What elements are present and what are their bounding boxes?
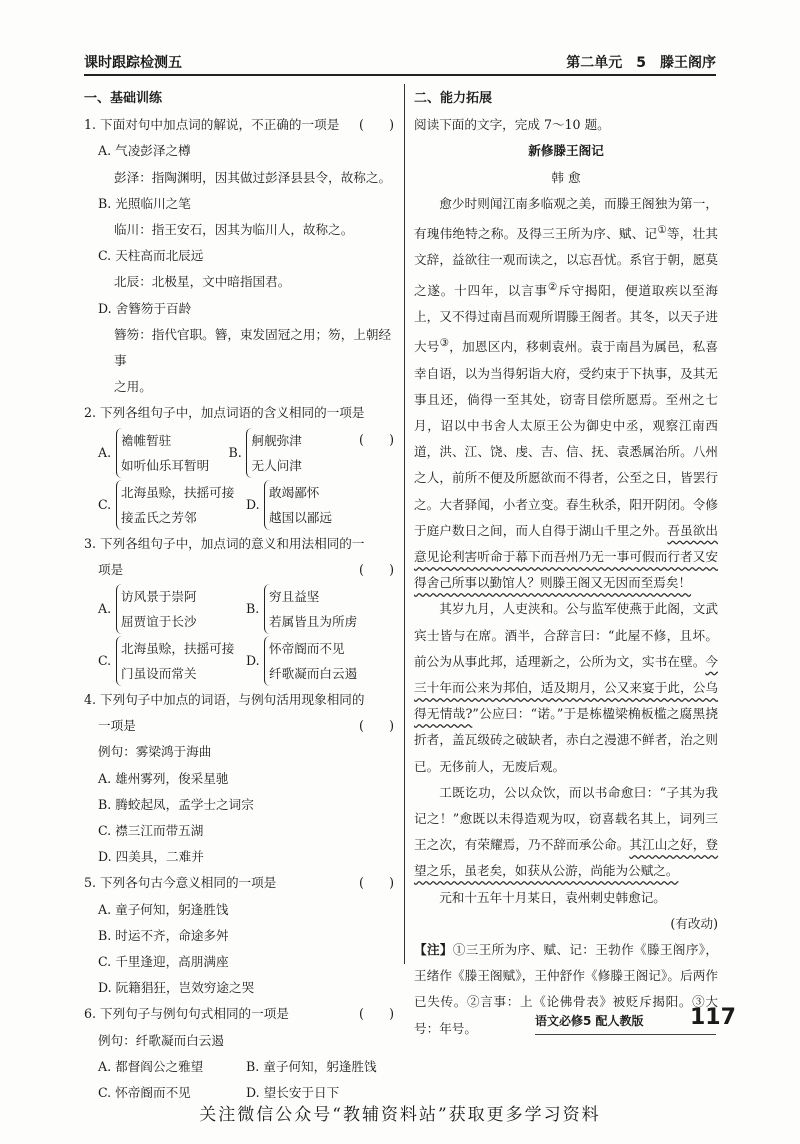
note-ref-3: ③	[439, 337, 450, 350]
passage-author: 韩 愈	[551, 169, 581, 185]
p3-text-a: 工既讫功，公以众饮，而以书命愈曰：“子其为我记之！”愈既以未得造观为叹，窃喜载名其上，词列三王之次，有荣耀焉，乃不辞而承公命。	[414, 784, 718, 853]
q1-answer-paren: ( )	[358, 117, 394, 133]
promo-text: 关注微信公众号“教辅资料站”获取更多学习资料	[199, 1105, 601, 1125]
q3-c-label: C.	[98, 652, 112, 668]
header-rule	[84, 74, 716, 76]
q1-option-d-exp2: 之用。	[114, 379, 152, 395]
question-3	[84, 531, 394, 687]
q2-answer-paren: ( )	[358, 431, 394, 447]
p1-text-b: 等，壮其文辞，益欲往一观而读之，以忘吾忧。系官于朝，愿莫之遂。十四年，以言事	[414, 226, 719, 298]
note-ref-2: ②	[547, 280, 559, 293]
q1-option-b-exp: 临川：指王安石，因其为临川人，故称之。	[114, 222, 354, 238]
q5-stem: 5. 下列各句古今意义相同的一项是	[84, 875, 277, 891]
section-basic-title: 一、基础训练	[84, 91, 163, 106]
q2-c-label: C.	[98, 496, 112, 512]
q4-option-c: C. 襟三江而带五湖	[98, 823, 204, 839]
q4-stem-line1: 4. 下列句子中加点的词语，与例句活用现象相同的	[84, 692, 365, 708]
q6-answer-paren: ( )	[358, 1006, 394, 1022]
q3-answer-paren: ( )	[358, 561, 394, 577]
column-divider	[404, 84, 405, 964]
q6-example: 例句：纤歌凝而白云遏	[98, 1032, 224, 1048]
q4-option-a: A. 雄州雾列，俊采星驰	[98, 770, 229, 786]
page-header	[84, 46, 716, 72]
q5-option-b: B. 时运不齐，命途多舛	[98, 927, 229, 943]
book-label: 语文必修5 配人教版	[535, 1014, 644, 1028]
right-column	[414, 86, 718, 1042]
q3-b-line2: 若属皆且为所虏	[269, 614, 358, 630]
q1-option-c: C. 天柱高而北辰远	[98, 248, 204, 264]
q2-a-line1: 襜帷暂驻	[121, 432, 172, 448]
p2-text-a: 其岁九月，人吏浃和。公与监军使燕于此阁，文武宾士皆与在席。酒半，合辞言曰：“此屋不修，且坏。前公为从事此邦，适理新之，公所为文，实书在壁。	[414, 601, 718, 669]
question-6	[84, 1001, 394, 1106]
q2-a-label: A.	[98, 444, 112, 460]
header-left-title: 课时跟踪检测五	[84, 55, 182, 71]
note-text: ①三王所为序、赋、记：王勃作《滕王阁序》，王绪作《滕王阁赋》，王仲舒作《修滕王阁记》。后两作已失传。②言事：上《论佛骨表》被贬斥揭阳。③大号：年号。	[414, 942, 719, 1036]
q6-stem: 6. 下列句子与例句句式相同的一项是	[84, 1006, 289, 1022]
question-1	[84, 112, 394, 400]
q4-answer-paren: ( )	[358, 718, 394, 734]
q6-option-c: C. 怀帝阍而不见	[98, 1085, 191, 1101]
q2-c-line2: 接孟氏之芳邻	[121, 509, 197, 525]
q1-option-d-exp1: 簪笏：指代官职。簪，束发固冠之用；笏，上朝经事	[114, 326, 392, 369]
q2-b-line2: 无人问津	[251, 457, 302, 473]
q3-a-label: A.	[98, 600, 112, 616]
q2-a-line2: 如听仙乐耳暂明	[121, 457, 210, 473]
question-2	[84, 400, 394, 530]
q5-option-c: C. 千里逢迎，高朋满座	[98, 954, 229, 970]
q1-option-a-exp: 彭泽：指陶渊明，因其做过彭泽县县令，故称之。	[114, 169, 392, 185]
paragraph-1	[414, 191, 718, 597]
q2-d-line2: 越国以鄙远	[269, 509, 332, 525]
passage-title: 新修滕王阁记	[528, 143, 604, 159]
question-4	[84, 687, 394, 870]
q3-stem-line1: 3. 下列各组句子中，加点词的意义和用法相同的一	[84, 535, 365, 551]
q3-a-line1: 访风景于崇阿	[121, 589, 197, 605]
header-right-title: 第二单元 5 滕王阁序	[566, 55, 716, 71]
q4-option-d: D. 四美具，二难并	[98, 849, 204, 865]
reading-intro: 阅读下面的文字，完成 7～10 题。	[414, 117, 610, 133]
q4-option-b: B. 腾蛟起凤，孟学士之词宗	[98, 796, 254, 812]
p1-text-d: ，加恩区内，移刺袁州。袁于南昌为属邑，私喜幸自语，以为当得躬诣大府，受约束于下执事，及其无事且还，倘得一至其处，窃寄目偿所愿焉。至州之七月，诏以中书舍人太原王公为御史中丞，观察江南西道，洪、江、饶、虔、吉、信、抚、袁悉属治所。八州之人，前所不便及所愿欲而不得者，公至之日，皆罢行之。大者驿闻，小者立变。春生秋杀，阳开阴闭。令修于庭户数日之间，而人自得于湖山千里之外。	[414, 339, 719, 538]
note-ref-1: ①	[657, 224, 667, 237]
q5-answer-paren: ( )	[358, 875, 394, 891]
p1-text-c: 斥守揭阳，便道取疾以至海上，又不得过南昌而观所谓滕王阁者。其冬，以天子进大号	[414, 282, 719, 355]
q3-d-line2: 纤歌凝而白云遏	[269, 666, 358, 682]
q6-option-d: D. 望长安于日下	[246, 1085, 340, 1101]
q3-c-line2: 门虽设而常关	[121, 666, 197, 682]
q2-d-label: D.	[246, 496, 260, 512]
p1-underlined-sentence: 吾虽欲出意见论利害听命于幕下而吾州乃无一事可假而行者又安得舍己所事以勤馆人？则滕王阁又无因而至焉矣！	[414, 522, 719, 591]
q2-c-line1: 北海虽赊，扶摇可接	[121, 484, 235, 500]
q1-option-d: D. 舍簪笏于百龄	[98, 300, 192, 316]
p3-underlined-sentence: 其江山之好，登望之乐，虽老矣，如获从公游，尚能为公赋之。	[414, 837, 719, 879]
q3-b-label: B.	[246, 600, 260, 616]
p1-text-a: 愈少时则闻江南多临观之美，而滕王阁独为第一，有瑰伟绝特之称。及得三王所为序、赋、记	[414, 195, 718, 242]
page-number: 117	[690, 1005, 736, 1030]
paragraph-2	[414, 596, 718, 779]
q6-option-a: A. 都督阎公之雅望	[98, 1058, 204, 1074]
q1-option-b: B. 光照临川之笔	[98, 195, 191, 211]
q3-b-line1: 穷且益坚	[269, 589, 320, 605]
q4-example: 例句：雾梁鸿于海曲	[98, 744, 212, 760]
q1-stem: 1. 下面对句中加点词的解说，不正确的一项是	[84, 117, 340, 133]
q5-option-d: D. 阮籍猖狂，岂效穷途之哭	[98, 980, 255, 996]
q2-b-line1: 舸舰弥津	[251, 432, 302, 448]
q3-stem-line2: 项是	[98, 561, 124, 577]
q2-stem: 2. 下列各组句子中，加点词语的含义相同的一项是	[84, 405, 365, 421]
q2-d-line1: 敢竭鄙怀	[269, 484, 320, 500]
p2-underlined-sentence: 今三十年而公来为邦伯，适及期月，公又来宴于此，公乌得无情哉?	[414, 653, 718, 722]
q3-d-line1: 怀帝阍而不见	[269, 641, 345, 657]
q3-c-line1: 北海虽赊，扶摇可接	[121, 641, 235, 657]
q4-stem-line2: 一项是	[98, 718, 136, 734]
p2-text-c: ”公应曰：“诺。”于是栋楹梁桷板槛之腐黑挠折者，盖瓦级砖之破缺者，赤白之漫漶不鲜者，治之则已。无侈前人，无废后观。	[414, 706, 718, 774]
footer-rule	[535, 1034, 716, 1035]
q1-option-a: A. 气凌彭泽之樽	[98, 143, 191, 159]
paragraph-4: 元和十五年十月某日，袁州刺史韩愈记。	[439, 889, 666, 905]
section-extension-title: 二、能力拓展	[414, 91, 493, 106]
q3-a-line2: 屈贾谊于长沙	[121, 614, 197, 630]
passage-body	[414, 191, 718, 911]
q3-d-label: D.	[246, 652, 260, 668]
q5-option-a: A. 童子何知，躬逢胜饯	[98, 901, 229, 917]
q1-option-c-exp: 北辰：北极星，文中暗指国君。	[114, 274, 291, 290]
paragraph-3	[414, 780, 718, 885]
source-note: (有改动)	[670, 915, 718, 931]
q6-option-b: B. 童子何知，躬逢胜饯	[246, 1058, 377, 1074]
left-column	[84, 86, 394, 1106]
q2-b-label: B.	[228, 444, 242, 460]
note-label: 【注】	[414, 942, 453, 958]
question-5	[84, 870, 394, 1001]
